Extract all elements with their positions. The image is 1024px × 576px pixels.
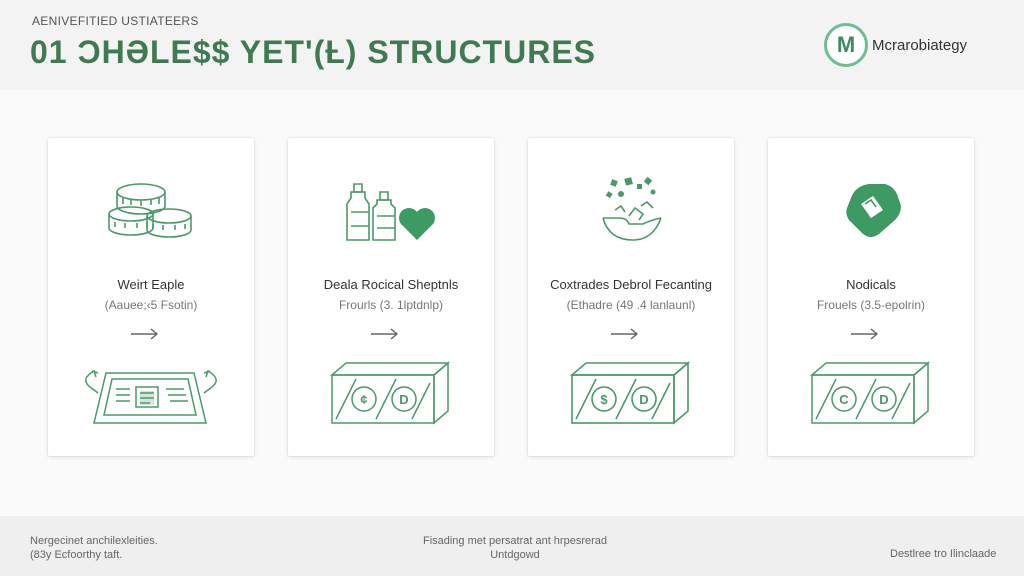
currency-box-icon [556,353,706,433]
tag-icon [821,170,921,250]
footer [0,516,1024,576]
svg-text:D: D [879,392,889,407]
card-subtitle: Frourls (3. 1lptdnlp) [338,298,444,312]
arrow-right-icon [368,324,402,344]
footer-left-line-1: Nergecinet anchilexleities. [30,535,158,547]
page-title: 01 ƆHƏLE$$ YET'(Ƚ) STRUCTURES [30,34,596,70]
brand-logo-icon [824,23,868,67]
brand[interactable] [824,22,967,68]
card-2[interactable] [288,138,494,456]
brand-logo-letter: M [836,32,856,57]
arrow-right-icon [608,324,642,344]
currency-box-icon [796,353,946,433]
card-subtitle: (Ethadre (49 .4 lanlaunl) [566,298,696,312]
card-title: Weirt Eaple [117,277,185,292]
svg-text:D: D [639,392,649,407]
card-subtitle: (Aauee;‹5 Fsotin) [104,298,198,312]
currency-box-icon [316,353,466,433]
brand-name: Mcrarobiategy [872,36,968,54]
card-title: Nodicals [846,277,896,292]
card-title: Deala Rocical Sheptnls [323,277,459,292]
document-flow-icon [76,353,226,433]
card-1[interactable] [48,138,254,456]
hand-growth-icon [581,170,681,250]
svg-text:$: $ [600,392,608,407]
card-3[interactable] [528,138,734,456]
footer-center-line-2: Untdgowd [490,549,540,561]
header [0,0,1024,90]
footer-center-line-1: Fisading met persatrat ant hrpesrerad [422,535,608,547]
card-title: Coxtrades Debrol Fecanting [550,277,712,292]
card-subtitle: Frouels (3.5-epolrin) [816,298,926,312]
svg-text:D: D [399,392,409,407]
arrow-right-icon [128,324,162,344]
arrow-right-icon [848,324,882,344]
footer-right[interactable]: Destlree tro Ilinclaade [890,548,997,560]
footer-left-line-2: (83y Ecfoorthy taft. [30,549,123,561]
footer-center [420,534,610,562]
svg-text:C: C [839,392,849,407]
eyebrow-label: AENIVEFITIED USTIATEERS [32,14,199,28]
bottles-heart-icon [341,170,441,250]
footer-left [30,534,158,562]
svg-text:¢: ¢ [360,392,368,407]
stacked-coins-icon [101,170,201,250]
card-4[interactable] [768,138,974,456]
